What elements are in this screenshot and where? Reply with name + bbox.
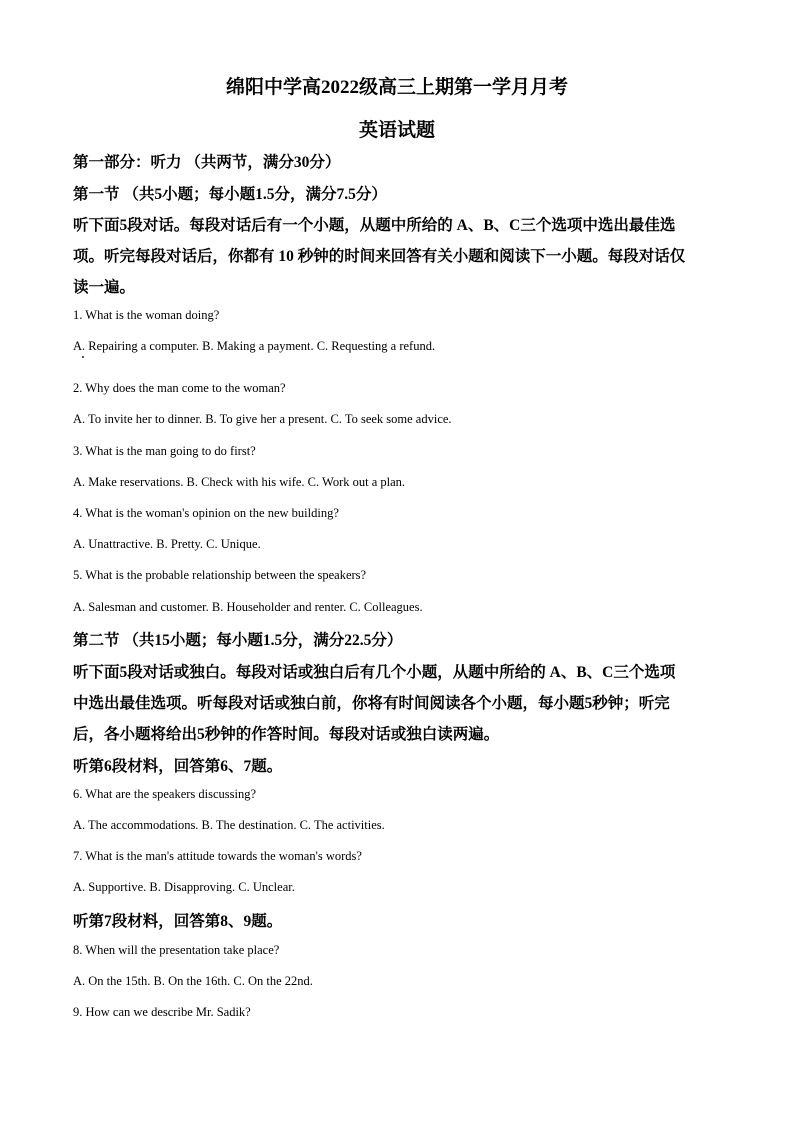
question-1-options: A. Repairing a computer. B. Making a payment. C. Requesting a refund. — [73, 339, 436, 353]
question-6: 6. What are the speakers discussing? — [73, 787, 257, 801]
section2-instruction-line: 后，各小题将给出5秒钟的作答时间。每段对话或独白读两遍。 — [73, 726, 500, 743]
question-4: 4. What is the woman's opinion on the new building? — [73, 506, 339, 520]
exam-subject: 英语试题 — [358, 120, 435, 141]
section1-heading: 第一节 （共5小题；每小题1.5分，满分7.5分） — [73, 186, 387, 203]
question-5: 5. What is the probable relationship between the speakers? — [73, 568, 367, 582]
question-8-options: A. On the 15th. B. On the 16th. C. On the 22nd. — [73, 974, 313, 988]
group7-heading: 听第7段材料，回答第8、9题。 — [73, 913, 283, 930]
section1-instruction-line: 读一遍。 — [73, 279, 136, 296]
group6-heading: 听第6段材料，回答第6、7题。 — [73, 758, 283, 775]
section2-instruction-line: 中选出最佳选项。听每段对话或独白前，你将有时间阅读各个小题，每小题5秒钟；听完 — [73, 695, 670, 712]
question-1: 1. What is the woman doing? — [73, 308, 220, 322]
section1-instruction-line: 听下面5段对话。每段对话后有一个小题，从题中所给的 A、B、C三个选项中选出最佳选 — [73, 217, 676, 234]
question-4-options: A. Unattractive. B. Pretty. C. Unique. — [73, 537, 261, 551]
stray-mark — [82, 356, 84, 358]
exam-title: 绵阳中学高2022级高三上期第一学月月考 — [225, 77, 568, 98]
section2-heading: 第二节 （共15小题；每小题1.5分，满分22.5分） — [73, 632, 403, 649]
question-7-options: A. Supportive. B. Disapproving. C. Unclear. — [73, 880, 295, 894]
question-9: 9. How can we describe Mr. Sadik? — [73, 1005, 251, 1019]
section2-instruction-line: 听下面5段对话或独白。每段对话或独白后有几个小题，从题中所给的 A、B、C三个选项 — [73, 664, 676, 681]
question-5-options: A. Salesman and customer. B. Householder and renter. C. Colleagues. — [73, 600, 423, 614]
question-2: 2. Why does the man come to the woman? — [73, 381, 286, 395]
question-3-options: A. Make reservations. B. Check with his wife. C. Work out a plan. — [73, 475, 406, 489]
question-7: 7. What is the man's attitude towards the woman's words? — [73, 849, 362, 863]
part1-heading: 第一部分：听力 （共两节，满分30分） — [73, 154, 341, 171]
question-8: 8. When will the presentation take place? — [73, 943, 280, 957]
question-3: 3. What is the man going to do first? — [73, 444, 256, 458]
section1-instruction-line: 项。听完每段对话后，你都有 10 秒钟的时间来回答有关小题和阅读下一小题。每段对话仅 — [73, 248, 686, 265]
question-6-options: A. The accommodations. B. The destination. C. The activities. — [73, 818, 385, 832]
question-2-options: A. To invite her to dinner. B. To give her a present. C. To seek some advice. — [73, 412, 452, 426]
